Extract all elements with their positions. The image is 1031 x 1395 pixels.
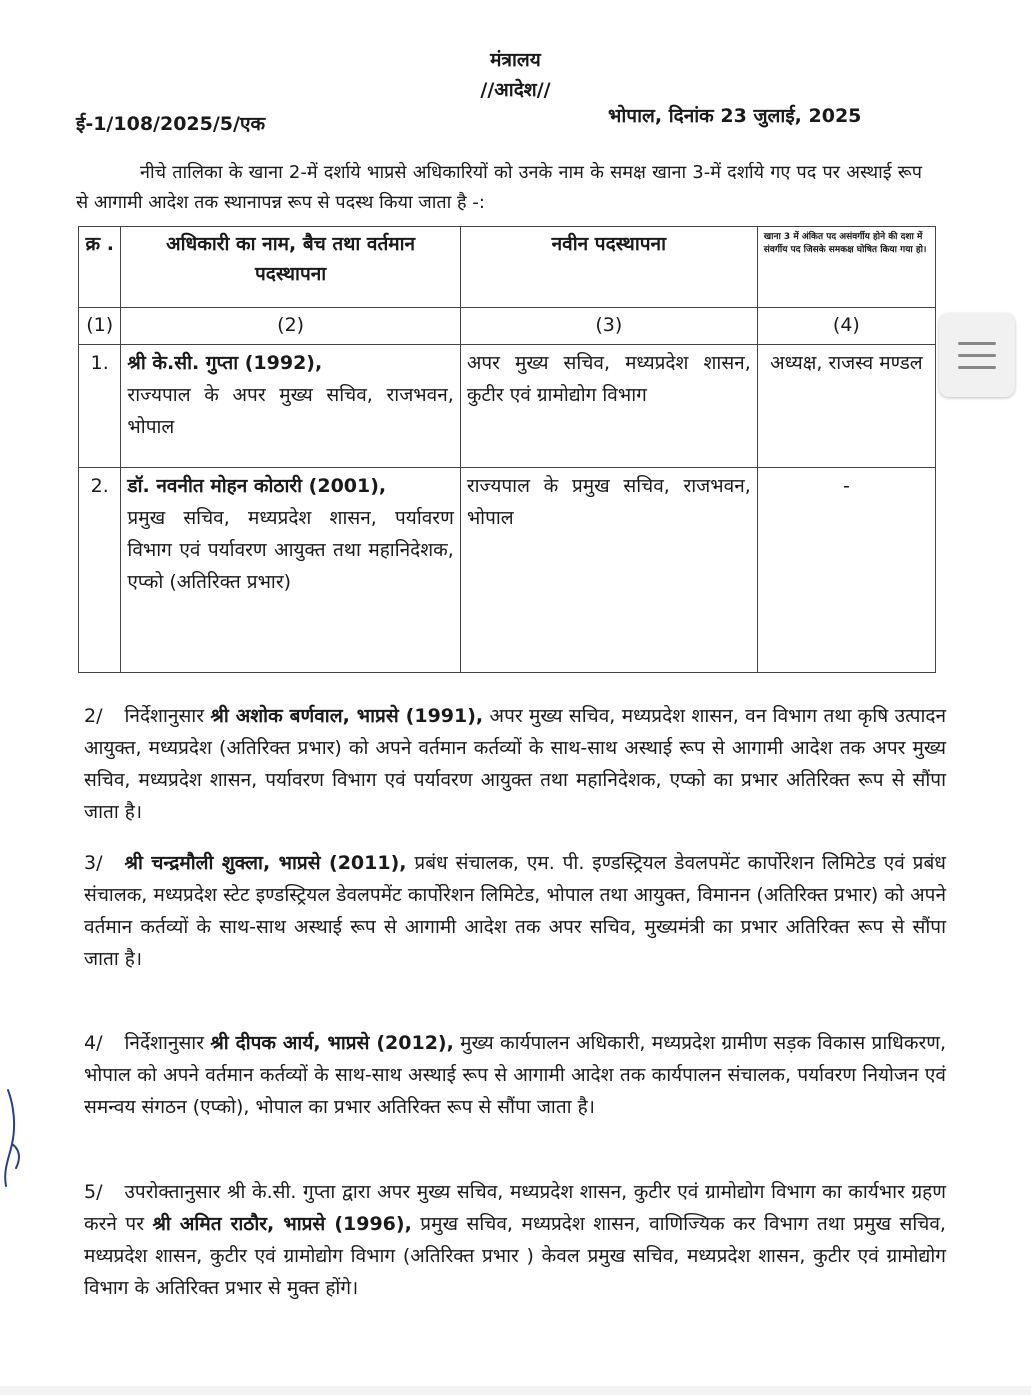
- column-number: (4): [757, 308, 935, 345]
- officer-name-bold: श्री दीपक आर्य, भाप्रसे (2012),: [210, 1032, 454, 1054]
- officer-name-bold: श्री चन्द्रमौली शुक्ला, भाप्रसे (2011),: [124, 852, 407, 874]
- paragraph-number: 4/: [84, 1032, 103, 1054]
- paragraph-text-pre: उपरोक्तानुसार श्री के.सी. गुप्ता द्वारा अपर मुख्य सचिव, मध्यप्रदेश शासन, कुटीर एवं ग्रामोद्योग विभाग का कार्यभार ग्रहण करने पर: [84, 1181, 946, 1235]
- officer-current-posting: प्रमुख सचिव, मध्यप्रदेश शासन, पर्यावरण विभाग एवं पर्यावरण आयुक्त तथा महानिदेशक, एप्को (अतिरिक्त प्रभार): [127, 507, 454, 593]
- paragraph-text-post: प्रमुख सचिव, मध्यप्रदेश शासन, वाणिज्यिक कर विभाग तथा प्रमुख सचिव, मध्यप्रदेश शासन, कुटीर एवं ग्रामोद्योग विभाग (अतिरिक्त प्रभार ) केवल प्रमुख सचिव, मध्यप्रदेश शासन, कुटीर एवं ग्रामोद्योग विभाग के अतिरिक्त प्रभार से मुक्त होंगे।: [84, 1213, 946, 1299]
- paragraph-number: 3/: [84, 852, 103, 874]
- header-officer: अधिकारी का नाम, बैच तथा वर्तमान पदस्थापना: [121, 227, 460, 308]
- column-number: (2): [121, 308, 460, 345]
- officer-current-posting: राज्यपाल के अपर मुख्य सचिव, राजभवन, भोपाल: [127, 384, 454, 438]
- column-number: (3): [460, 308, 757, 345]
- paragraph-text-post: मुख्य कार्यपालन अधिकारी, मध्यप्रदेश ग्रामीण सड़क विकास प्राधिकरण, भोपाल को अपने वर्तमान कर्तव्यों के साथ-साथ अस्थाई रूप से आगामी आदेश तक कार्यपालन संचालक, पर्यावरण नियोजन एवं समन्वय संगठन (एप्को), भोपाल का प्रभार अतिरिक्त रूप से सौंपा जाता है।: [84, 1032, 946, 1118]
- officer-cell: [121, 468, 460, 673]
- officer-cell: [121, 345, 460, 468]
- posting-table: [78, 226, 936, 673]
- department-heading: मंत्रालय: [490, 49, 541, 71]
- menu-icon: [958, 342, 996, 345]
- new-posting-cell: अपर मुख्य सचिव, मध्यप्रदेश शासन, कुटीर एवं ग्रामोद्योग विभाग: [460, 345, 757, 468]
- intro-text: नीचे तालिका के खाना 2-में दर्शाये भाप्रसे अधिकारियों को उनके नाम के समक्ष खाना 3-में दर्शाये गए पद पर अस्थाई रूप से आगामी आदेश तक स्थानापन्न रूप से पदस्थ किया जाता है -:: [76, 162, 922, 213]
- column-number: (1): [79, 308, 121, 345]
- note-cell: -: [757, 468, 935, 673]
- order-number: ई-1/108/2025/5/एक: [76, 113, 266, 135]
- table-header-row: [79, 227, 936, 308]
- header-new-posting: नवीन पदस्थापना: [460, 227, 757, 308]
- officer-name: डॉ. नवनीत मोहन कोठारी (2001),: [127, 475, 387, 497]
- menu-icon: [958, 366, 996, 369]
- paragraph-2: [84, 700, 946, 828]
- paragraph-5: [84, 1176, 946, 1304]
- header-note: खाना 3 में अंकित पद असंवर्गीय होने की दशा में संवर्गीय पद जिसके समकक्ष घोषित किया गया हो।: [757, 227, 935, 308]
- signature-mark: [0, 1086, 26, 1196]
- row-serial: 1.: [79, 345, 121, 468]
- header-serial: क्र .: [79, 227, 121, 308]
- paragraph-number: 2/: [84, 705, 103, 727]
- note-cell: अध्यक्ष, राजस्व मण्डल: [757, 345, 935, 468]
- paragraph-text-post: अपर मुख्य सचिव, मध्यप्रदेश शासन, वन विभाग तथा कृषि उत्पादन आयुक्त, मध्यप्रदेश (अतिरिक्त प्रभार) को अपने वर्तमान कर्तव्यों के साथ-साथ अस्थाई रूप से आगामी आदेश तक अपर मुख्य सचिव, मध्यप्रदेश शासन, पर्यावरण विभाग एवं पर्यावरण आयुक्त तथा महानिदेशक, एप्को का प्रभार अतिरिक्त रूप से सौंपा जाता है।: [84, 705, 946, 823]
- paragraph-text-post: प्रबंध संचालक, एम. पी. इण्डस्ट्रियल डेवलपमेंट कार्पोरेशन लिमिटेड एवं प्रबंध संचालक, मध्यप्रदेश स्टेट इण्डस्ट्रियल डेवलपमेंट कार्पोरेशन लिमिटेड, भोपाल तथा आयुक्त, विमानन (अतिरिक्त प्रभार) को अपने वर्तमान कर्तव्यों के साथ-साथ अस्थाई रूप से आगामी आदेश तक अपर सचिव, मुख्यमंत्री का प्रभार अतिरिक्त रूप से सौंपा जाता है।: [84, 852, 946, 970]
- table-row: [79, 468, 936, 673]
- page-bottom-edge: [0, 1386, 1031, 1395]
- paragraph-number: 5/: [84, 1181, 103, 1203]
- menu-icon: [958, 354, 996, 357]
- officer-name: श्री के.सी. गुप्ता (1992),: [127, 352, 323, 374]
- order-title: //आदेश//: [480, 79, 551, 101]
- paragraph-text-pre: निर्देशानुसार: [124, 1032, 211, 1054]
- officer-name-bold: श्री अशोक बर्णवाल, भाप्रसे (1991),: [210, 705, 484, 727]
- place-date: भोपाल, दिनांक 23 जुलाई, 2025: [608, 105, 862, 127]
- row-serial: 2.: [79, 468, 121, 673]
- paragraph-3: [84, 847, 946, 975]
- officer-name-bold: श्री अमित राठौर, भाप्रसे (1996),: [152, 1213, 412, 1235]
- table-row: [79, 345, 936, 468]
- column-number-row: [79, 308, 936, 345]
- paragraph-4: [84, 1027, 946, 1123]
- new-posting-cell: राज्यपाल के प्रमुख सचिव, राजभवन, भोपाल: [460, 468, 757, 673]
- paragraph-text-pre: निर्देशानुसार: [124, 705, 211, 727]
- menu-button[interactable]: [939, 313, 1015, 397]
